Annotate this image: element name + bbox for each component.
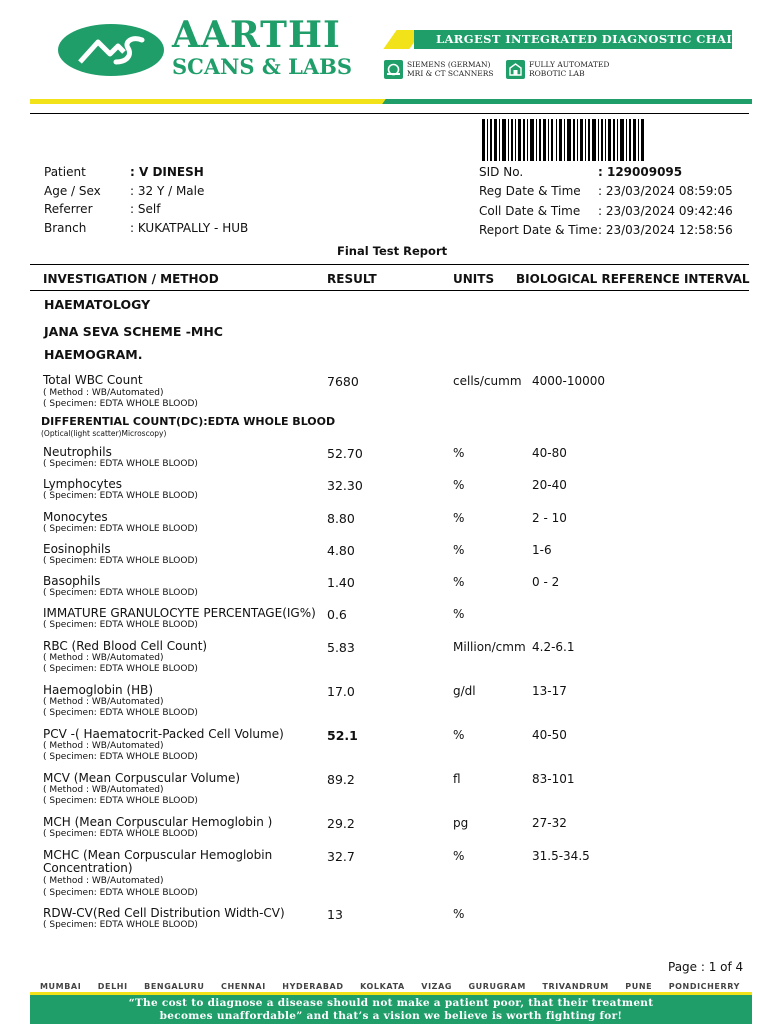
specimen-ig: ( Specimen: EDTA WHOLE BLOOD): [43, 620, 198, 630]
footer-quote-line1: “The cost to diagnose a disease should not make a patient poor, that their treatment: [128, 997, 654, 1009]
result-pcv: 52.1: [327, 728, 358, 743]
unit-rdw: %: [453, 907, 465, 921]
table-top-rule: [30, 264, 749, 265]
unit-rbc: Million/cmm: [453, 640, 526, 654]
result-wbc: 7680: [327, 374, 359, 389]
sid-label: SID No.: [479, 165, 524, 179]
method-wbc: ( Method : WB/Automated): [43, 388, 164, 398]
coll-date: : 23/03/2024 09:42:46: [598, 204, 733, 218]
result-mchc: 32.7: [327, 849, 355, 864]
city-name: KOLKATA: [360, 982, 405, 991]
test-name-monocytes: Monocytes: [43, 510, 108, 524]
footer-quote-line2: becomes unaffordable” and that’s a vision we believe is worth fighting for!: [159, 1010, 623, 1022]
ref-rbc: 4.2-6.1: [532, 640, 575, 654]
branch-value: KUKATPALLY - HUB: [137, 221, 249, 235]
table-header-rule: [30, 290, 749, 291]
city-name: HYDERABAD: [282, 982, 344, 991]
specimen-lymphocytes: ( Specimen: EDTA WHOLE BLOOD): [43, 491, 198, 501]
specimen-rdw: ( Specimen: EDTA WHOLE BLOOD): [43, 920, 198, 930]
header-band-green: [390, 99, 752, 104]
result-rdw: 13: [327, 907, 343, 922]
specimen-basophils: ( Specimen: EDTA WHOLE BLOOD): [43, 588, 198, 598]
feature-robotic-lab: [529, 60, 609, 78]
ref-mch: 27-32: [532, 816, 567, 830]
result-ig: 0.6: [327, 607, 347, 622]
reg-date-value: 23/03/2024 08:59:05: [605, 184, 733, 198]
unit-lymphocytes: %: [453, 478, 465, 492]
col-reference: BIOLOGICAL REFERENCE INTERVAL: [516, 272, 750, 286]
result-basophils: 1.40: [327, 575, 355, 590]
test-name-neutrophils: Neutrophils: [43, 445, 112, 459]
test-name-rbc: RBC (Red Blood Cell Count): [43, 639, 208, 653]
specimen-mchc: ( Specimen: EDTA WHOLE BLOOD): [43, 888, 198, 898]
test-name-eosinophils: Eosinophils: [43, 542, 111, 556]
coll-date-value: 23/03/2024 09:42:46: [605, 204, 733, 218]
specimen-pcv: ( Specimen: EDTA WHOLE BLOOD): [43, 752, 198, 762]
test-name-pcv: PCV -( Haematocrit-Packed Cell Volume): [43, 727, 284, 741]
city-name: GURUGRAM: [468, 982, 526, 991]
specimen-hb: ( Specimen: EDTA WHOLE BLOOD): [43, 708, 198, 718]
test-name-lymphocytes: Lymphocytes: [43, 477, 122, 491]
feature-scanners: [407, 60, 494, 78]
result-eosinophils: 4.80: [327, 543, 355, 558]
specimen-monocytes: ( Specimen: EDTA WHOLE BLOOD): [43, 524, 198, 534]
tagline-banner: LARGEST INTEGRATED DIAGNOSTIC CHAIN: [414, 30, 732, 49]
referrer-value: Self: [137, 202, 161, 216]
unit-pcv: %: [453, 728, 465, 742]
differential-heading: DIFFERENTIAL COUNT(DC):EDTA WHOLE BLOOD: [41, 415, 336, 428]
scheme-heading: JANA SEVA SCHEME -MHC: [44, 324, 223, 339]
feature-scanners-line1: SIEMENS (GERMAN): [407, 60, 491, 69]
patient-name: : V DINESH: [130, 165, 204, 179]
result-mch: 29.2: [327, 816, 355, 831]
method-mcv: ( Method : WB/Automated): [43, 785, 164, 795]
city-name: PUNE: [625, 982, 653, 991]
age-sex-value: 32 Y / Male: [137, 184, 205, 198]
method-mchc: ( Method : WB/Automated): [43, 876, 164, 886]
city-name: BENGALURU: [144, 982, 205, 991]
test-name-mchc: MCHC (Mean Corpuscular Hemoglobin Concentration): [43, 848, 273, 875]
patient-name-value: V DINESH: [138, 165, 204, 179]
ref-basophils: 0 - 2: [532, 575, 560, 589]
unit-mch: pg: [453, 816, 469, 830]
test-name-basophils: Basophils: [43, 574, 101, 588]
scanner-icon: [384, 60, 403, 79]
page-number: Page : 1 of 4: [668, 960, 744, 974]
ref-eosinophils: 1-6: [532, 543, 552, 557]
city-name: VIZAG: [421, 982, 453, 991]
ref-neutrophils: 40-80: [532, 446, 567, 460]
city-name: PONDICHERRY: [668, 982, 740, 991]
col-result: RESULT: [327, 272, 377, 286]
referrer: : Self: [130, 202, 161, 216]
city-name: CHENNAI: [221, 982, 266, 991]
feature-lab-line1: FULLY AUTOMATED: [529, 60, 610, 69]
report-date-value: 23/03/2024 12:58:56: [605, 223, 733, 237]
specimen-mch: ( Specimen: EDTA WHOLE BLOOD): [43, 829, 198, 839]
specimen-wbc: ( Specimen: EDTA WHOLE BLOOD): [43, 399, 198, 409]
report-title: Final Test Report: [337, 244, 448, 258]
report-date-label: Report Date & Time: [479, 223, 598, 237]
ref-mcv: 83-101: [532, 772, 575, 786]
branch: : KUKATPALLY - HUB: [130, 221, 249, 235]
city-list: [40, 982, 740, 991]
patient-label: Patient: [44, 165, 86, 179]
reg-date: : 23/03/2024 08:59:05: [598, 184, 733, 198]
specimen-neutrophils: ( Specimen: EDTA WHOLE BLOOD): [43, 459, 198, 469]
sample-barcode: [482, 119, 646, 165]
unit-basophils: %: [453, 575, 465, 589]
test-name-mcv: MCV (Mean Corpuscular Volume): [43, 771, 241, 785]
result-neutrophils: 52.70: [327, 446, 363, 461]
ref-monocytes: 2 - 10: [532, 511, 567, 525]
panel-heading: HAEMOGRAM.: [44, 347, 143, 362]
sid-number: : 129009095: [598, 165, 683, 179]
city-name: TRIVANDRUM: [542, 982, 609, 991]
result-rbc: 5.83: [327, 640, 355, 655]
result-lymphocytes: 32.30: [327, 478, 363, 493]
report-date: : 23/03/2024 12:58:56: [598, 223, 733, 237]
unit-eosinophils: %: [453, 543, 465, 557]
brand-name: AARTHI: [172, 14, 341, 56]
ref-mchc: 31.5-34.5: [532, 849, 590, 863]
feature-scanners-line2: MRI & CT SCANNERS: [407, 69, 494, 78]
test-name-rdw: RDW-CV(Red Cell Distribution Width-CV): [43, 906, 285, 920]
unit-neutrophils: %: [453, 446, 465, 460]
coll-date-label: Coll Date & Time: [479, 204, 581, 218]
feature-lab-line2: ROBOTIC LAB: [529, 69, 585, 78]
specimen-mcv: ( Specimen: EDTA WHOLE BLOOD): [43, 796, 198, 806]
unit-mcv: fl: [453, 772, 461, 786]
unit-hb: g/dl: [453, 684, 476, 698]
ref-hb: 13-17: [532, 684, 567, 698]
ref-lymphocytes: 20-40: [532, 478, 567, 492]
test-name-ig: IMMATURE GRANULOCYTE PERCENTAGE(IG%): [43, 606, 316, 620]
reg-date-label: Reg Date & Time: [479, 184, 581, 198]
differential-method: (Optical(light scatter)Microscopy): [41, 429, 167, 438]
method-rbc: ( Method : WB/Automated): [43, 653, 164, 663]
age-sex-label: Age / Sex: [44, 184, 101, 198]
test-name-hb: Haemoglobin (HB): [43, 683, 154, 697]
col-units: UNITS: [453, 272, 495, 286]
unit-monocytes: %: [453, 511, 465, 525]
aarthi-logo-icon: [58, 24, 164, 76]
method-pcv: ( Method : WB/Automated): [43, 741, 164, 751]
method-hb: ( Method : WB/Automated): [43, 697, 164, 707]
unit-mchc: %: [453, 849, 465, 863]
footer-quote: [30, 997, 752, 1023]
age-sex: : 32 Y / Male: [130, 184, 205, 198]
department-heading: HAEMATOLOGY: [44, 297, 151, 312]
referrer-label: Referrer: [44, 202, 93, 216]
branch-label: Branch: [44, 221, 87, 235]
sid-number-value: 129009095: [606, 165, 683, 179]
specimen-rbc: ( Specimen: EDTA WHOLE BLOOD): [43, 664, 198, 674]
result-mcv: 89.2: [327, 772, 355, 787]
city-name: DELHI: [97, 982, 128, 991]
header-band-yellow: [30, 99, 390, 104]
ref-wbc: 4000-10000: [532, 374, 606, 388]
city-name: MUMBAI: [40, 982, 82, 991]
test-name-mch: MCH (Mean Corpuscular Hemoglobin ): [43, 815, 273, 829]
ref-pcv: 40-50: [532, 728, 567, 742]
unit-wbc: cells/cumm: [453, 374, 522, 388]
brand-subtitle: SCANS & LABS: [172, 54, 353, 79]
robotic-lab-icon: [506, 60, 525, 79]
col-investigation: INVESTIGATION / METHOD: [43, 272, 219, 286]
result-monocytes: 8.80: [327, 511, 355, 526]
test-name-wbc: Total WBC Count: [43, 373, 143, 387]
header-divider: [30, 113, 749, 114]
result-hb: 17.0: [327, 684, 355, 699]
unit-ig: %: [453, 607, 465, 621]
specimen-eosinophils: ( Specimen: EDTA WHOLE BLOOD): [43, 556, 198, 566]
